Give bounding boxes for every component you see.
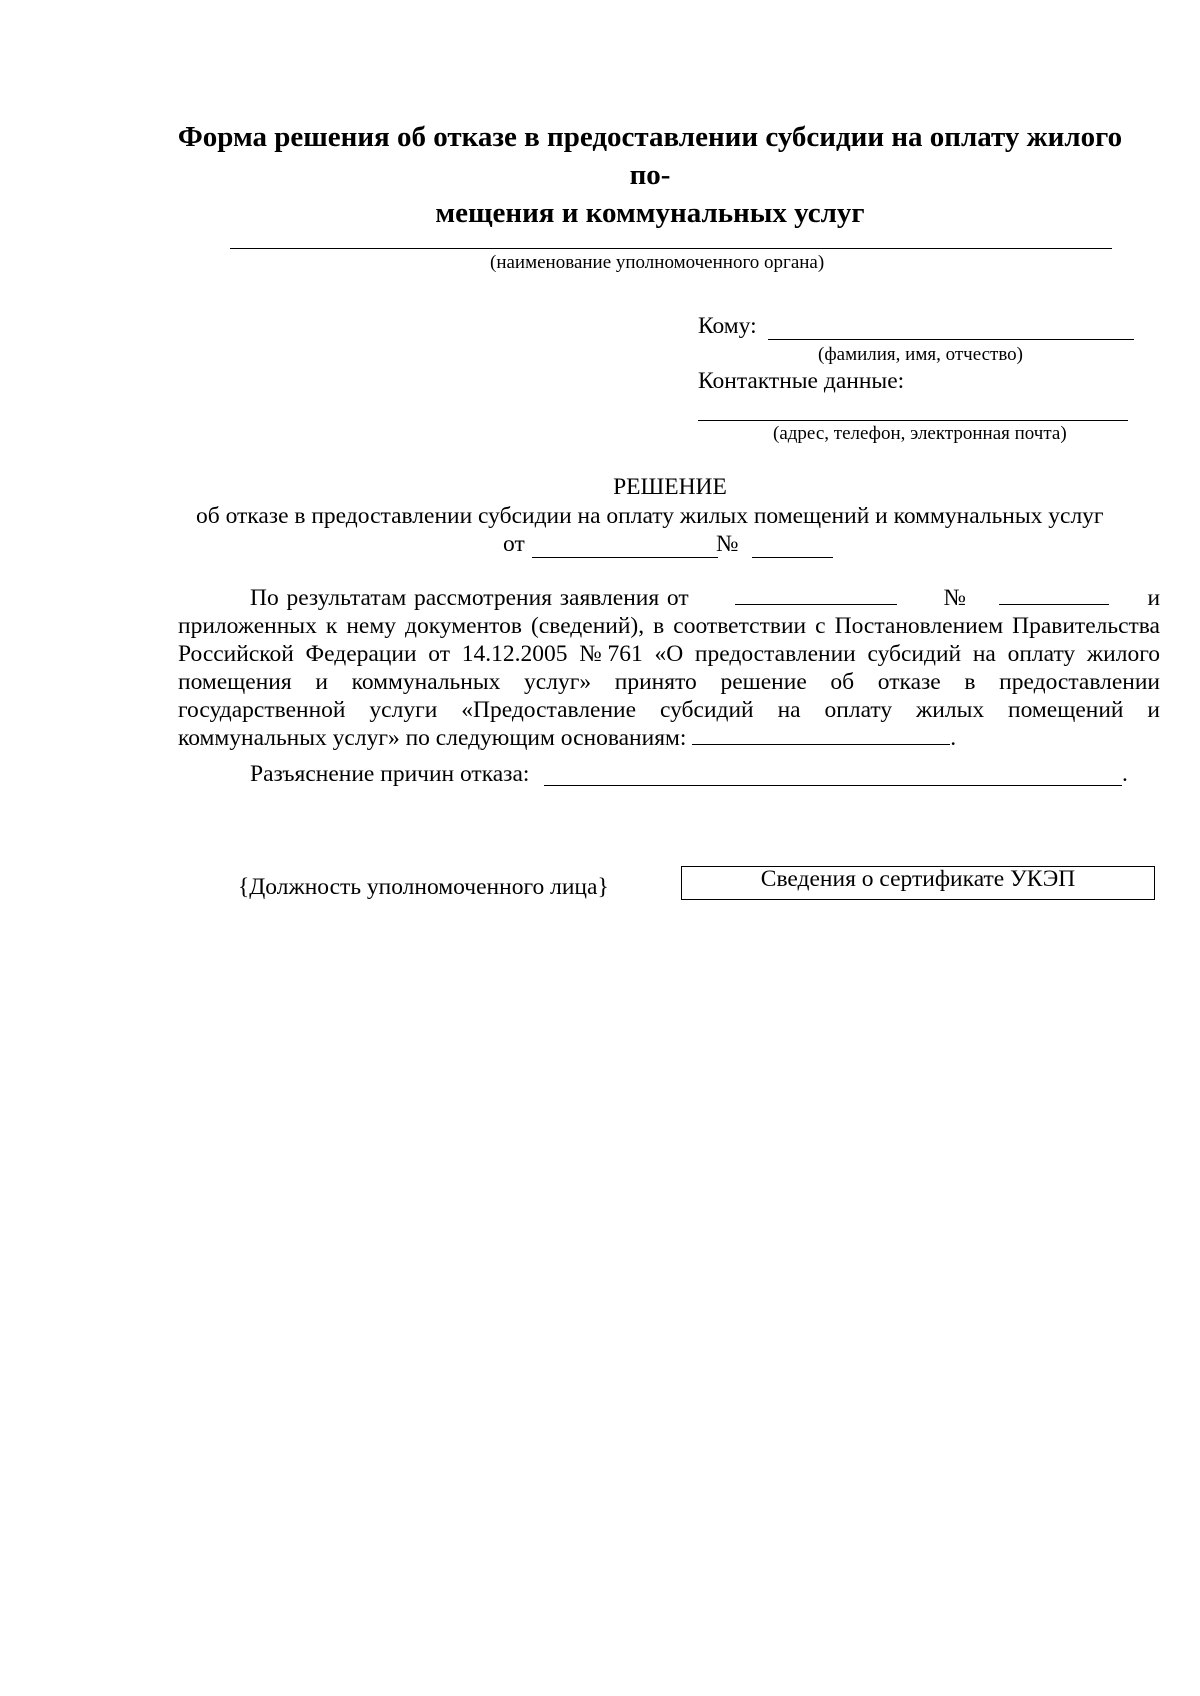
certificate-label: Сведения о сертификате УКЭП (760, 866, 1076, 892)
body-p1-end: . (950, 725, 957, 751)
explanation-end: . (1122, 761, 1128, 787)
recipient-name-line (768, 339, 1134, 340)
application-date-blank (735, 584, 897, 605)
to-label: Кому: (698, 313, 757, 339)
body-p1-rest: приложенных к нему документов (сведений), в соответствии с Постановлением Правительства Российской Федерации от 14.12.2005 №761 «О предоставлении субсидий на оплату жилого помещения и коммунальных услуг» принято решение об отказе в предоставлении государственной услуги «Предоставление субсидий на оплату жилых помещений и коммунальных услуг» по следующим основаниям: (178, 613, 1160, 751)
decision-body-paragraph (178, 584, 1160, 752)
explanation-label: Разъяснение причин отказа: (250, 761, 530, 787)
body-p1-start: По результатам рассмотрения заявления от (250, 585, 689, 611)
explanation-line (544, 785, 1122, 786)
official-position-placeholder: {Должность уполномоченного лица} (238, 874, 609, 900)
contacts-label: Контактные данные: (698, 368, 905, 394)
decision-date-prefix: от (503, 531, 525, 557)
authority-line (230, 248, 1112, 249)
contacts-line (698, 420, 1128, 421)
authority-caption: (наименование уполномоченного органа) (490, 252, 825, 273)
contacts-caption: (адрес, телефон, электронная почта) (773, 423, 1067, 444)
form-title-line-1: Форма решения об отказе в предоставлении субсидии на оплату жилого по- (177, 121, 1123, 191)
application-number-blank (999, 584, 1109, 605)
body-and: и (1147, 585, 1161, 611)
decision-heading: РЕШЕНИЕ (613, 474, 727, 500)
decision-number-sign: № (716, 531, 739, 557)
decision-subheading: об отказе в предоставлении субсидии на оплату жилых помещений и коммунальных услуг (196, 503, 1104, 529)
form-title-line-2: мещения и коммунальных услуг (435, 197, 865, 229)
body-number-sign: № (943, 585, 968, 611)
decision-date-line (532, 557, 718, 558)
recipient-name-caption: (фамилия, имя, отчество) (818, 344, 1024, 365)
form-title (170, 118, 1130, 232)
certificate-box (681, 866, 1155, 900)
grounds-blank (692, 724, 950, 745)
decision-number-line (752, 557, 833, 558)
